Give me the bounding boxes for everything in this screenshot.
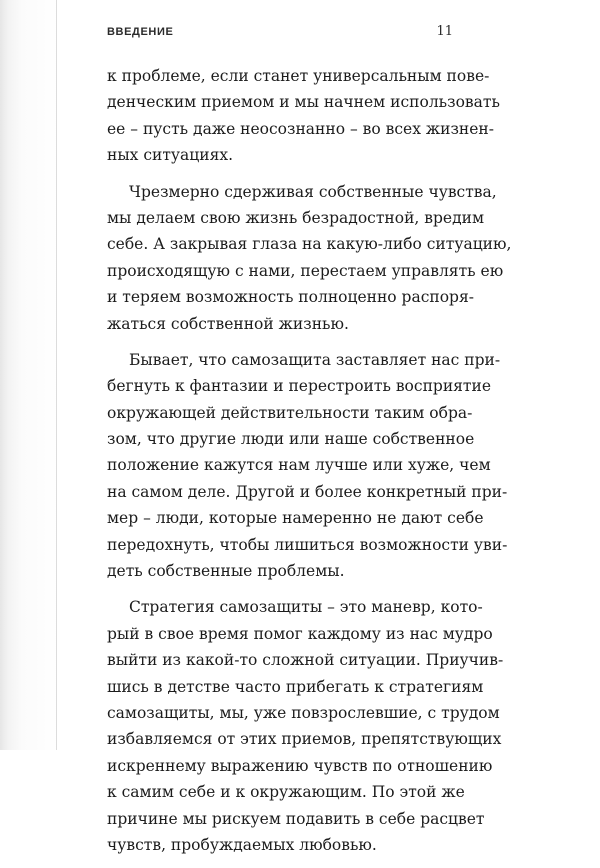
page-header [107,18,453,40]
text-line: причине мы рискуем подавить в себе расцвет [107,809,485,828]
running-head: ВВЕДЕНИЕ [107,26,174,38]
text-line: Стратегия самозащиты – это маневр, кото- [129,598,483,617]
text-line: чувств, пробуждаемых любовью. [107,835,377,854]
text-line: передохнуть, чтобы лишиться возможности уви- [107,535,508,554]
page-gutter-shadow [0,0,60,750]
paragraph [107,347,508,585]
text-line: избавляемся от этих приемов, препятствующих [107,730,502,749]
text-line: к самим себе и к окружающим. По этой же [107,783,465,802]
page-number: 11 [436,24,453,39]
text-line: и теряем возможность полноценно распоря- [107,288,474,307]
text-line: на самом деле. Другой и более конкретный при- [107,482,508,501]
text-line: окружающей действительности таким обра- [107,403,473,422]
paragraph [107,179,512,337]
text-line: себе. А закрывая глаза на какую-либо ситуацию, [107,235,512,254]
text-line: мер – люди, которые намеренно не дают себе [107,509,484,528]
text-line: бегнуть к фантазии и перестроить восприятие [107,377,492,396]
text-line: Чрезмерно сдерживая собственные чувства, [129,182,497,201]
text-line: искреннему выражению чувств по отношению [107,756,493,775]
text-line: ее – пусть даже неосознанно – во всех жизнен- [107,119,494,138]
text-line: выйти из какой-то сложной ситуации. Приучив- [107,651,504,670]
paragraph [107,63,500,169]
paragraph [107,594,504,858]
text-line: деть собственные проблемы. [107,562,345,581]
text-line: денческим приемом и мы начнем использовать [107,93,500,112]
text-line: к проблеме, если станет универсальным пове- [107,67,490,85]
text-line: жаться собственной жизнью. [107,314,349,333]
text-line: ных ситуациях. [107,146,234,165]
text-line: шись в детстве часто прибегать к стратегиям [107,677,484,696]
page-edge-line [56,0,57,750]
text-line: положение кажутся нам лучше или хуже, чем [107,456,491,475]
text-line: мы делаем свою жизнь безрадостной, вредим [107,208,485,227]
text-line: Бывает, что самозащита заставляет нас при- [129,350,501,369]
text-line: самозащиты, мы, уже повзрослевшие, с трудом [107,703,500,722]
text-line: зом, что другие люди или наше собственное [107,430,475,449]
text-line: происходящую с нами, перестаем управлять ею [107,261,504,280]
text-line: рый в свое время помог каждому из нас мудро [107,624,493,643]
body-text [107,63,512,868]
